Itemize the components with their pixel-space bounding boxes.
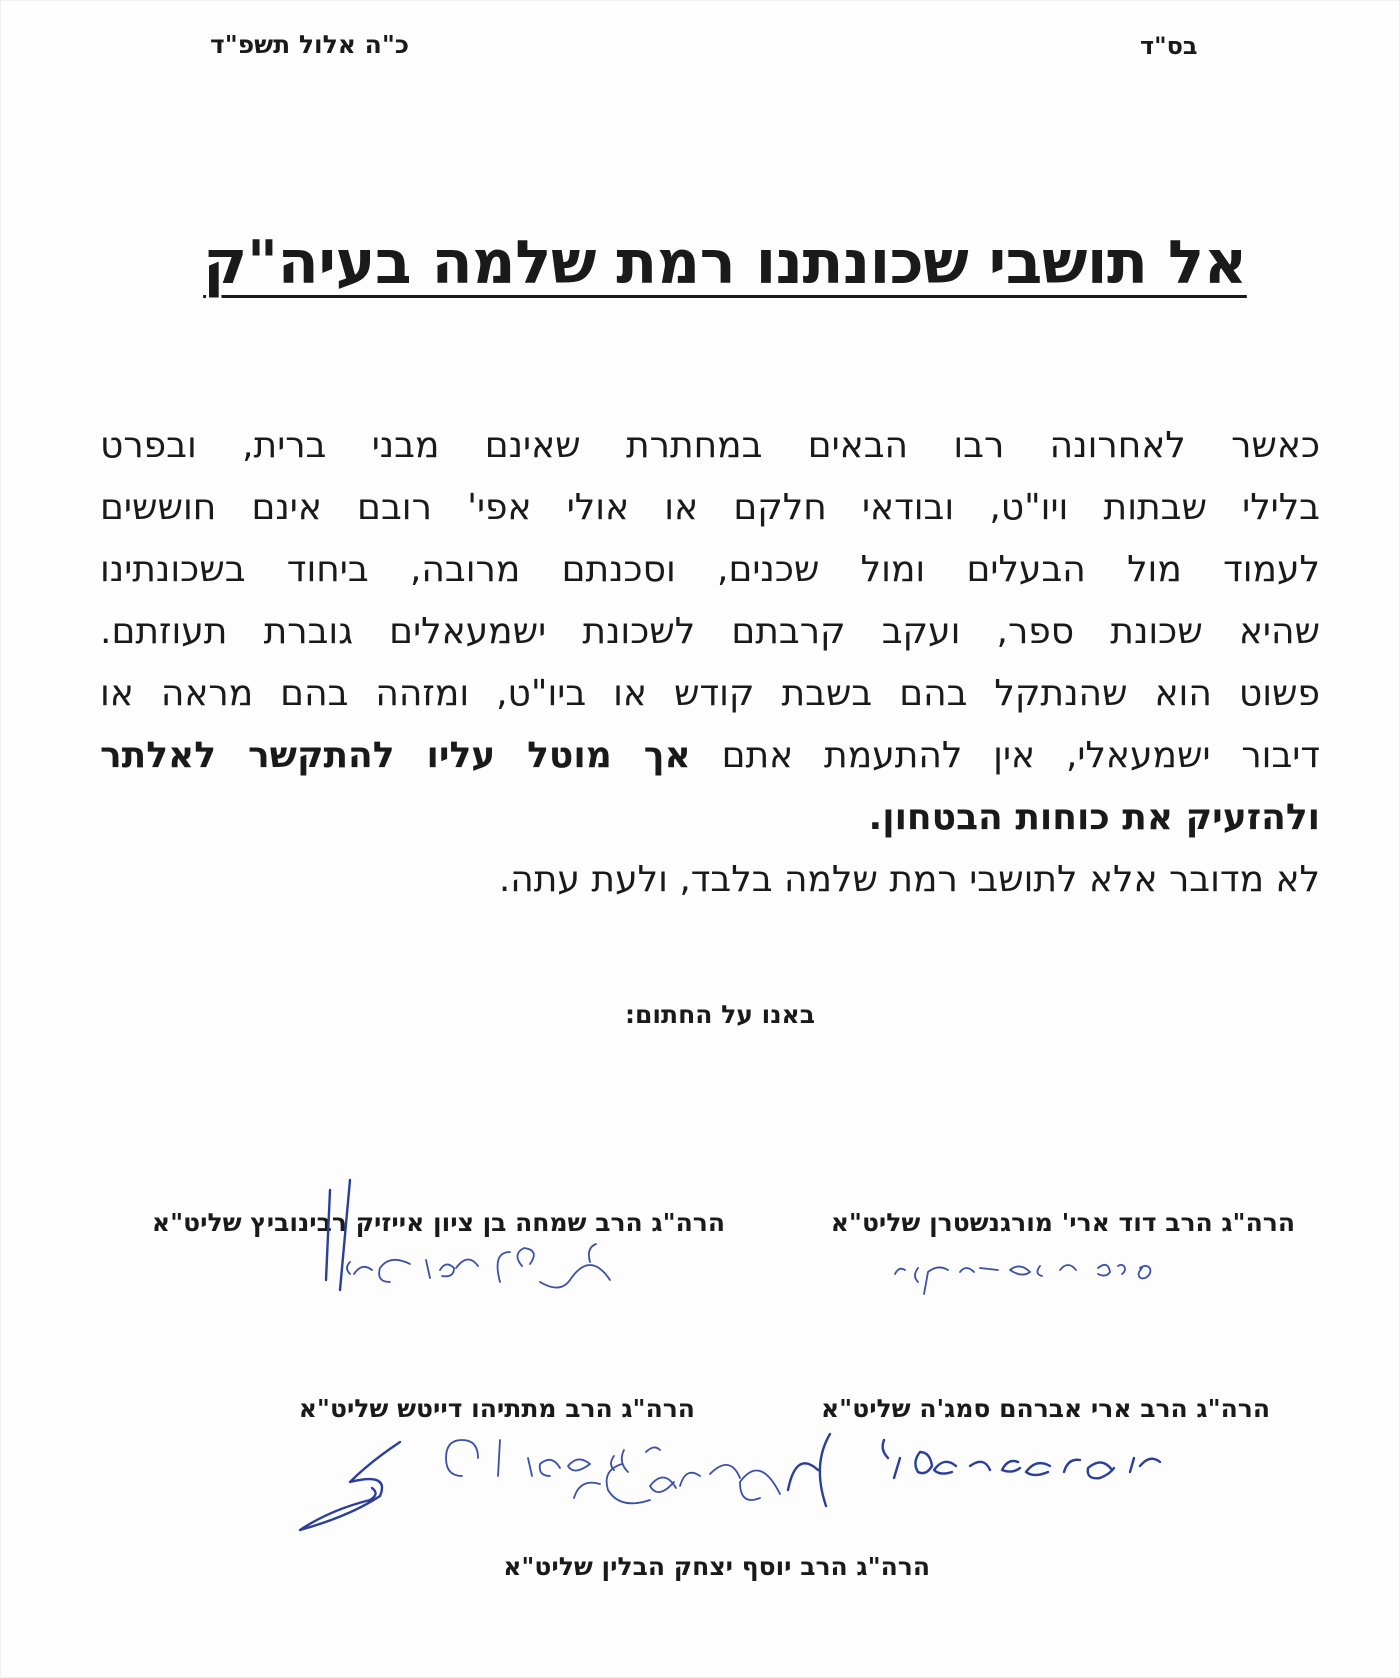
letter-body <box>100 415 1320 911</box>
body-line-5: פשוט הוא שהנתקל בהם בשבת קודש או ביו"ט, ומזהה בהם מראה או <box>100 673 1320 714</box>
bsd-heading: בס"ד <box>1140 32 1198 60</box>
signature-5 <box>574 1434 830 1506</box>
signature-3 <box>883 1440 1160 1478</box>
signatory-3-name: הרה"ג הרב ארי אברהם סמג'ה שליט"א <box>820 1394 1270 1423</box>
body-line-4: שהיא שכונת ספר, ועקב קרבתם לשכונת ישמעאלים גוברת תעוזתם. <box>100 611 1320 652</box>
body-line-7 <box>100 787 1320 849</box>
signatory-4-name: הרה"ג הרב מתתיהו דייטש שליט"א <box>298 1394 695 1423</box>
signatory-5-name: הרה"ג הרב יוסף יצחק הבלין שליט"א <box>503 1552 930 1581</box>
body-line-2: בלילי שבתות ויו"ט, ובודאי חלקם או אולי אפי' רובם אינם חוששים <box>100 487 1320 528</box>
body-line-6 <box>100 725 1320 787</box>
signatory-2-name: הרה"ג הרב שמחה בן ציון אייזיק רבינוביץ שליט"א <box>151 1208 725 1237</box>
body-line-6-plain: דיבור ישמעאלי, אין להתעמת אתם <box>690 735 1321 776</box>
letter-title: אל תושבי שכונתנו רמת שלמה בעיה"ק <box>203 228 1247 298</box>
body-line-7-bold: ולהזעיק את כוחות הבטחון. <box>868 797 1320 838</box>
body-line-1: כאשר לאחרונה רבו הבאים במחתרת שאינם מבני ברית, ובפרט <box>100 425 1320 466</box>
hebrew-date: כ"ה אלול תשפ"ד <box>210 30 409 59</box>
signoff-line: באנו על החתום: <box>625 1000 815 1029</box>
body-line-8: לא מדובר אלא לתושבי רמת שלמה בלבד, ולעת עתה. <box>498 859 1320 900</box>
body-line-3: לעמוד מול הבעלים ומול שכנים, וסכנתם מרובה, ביחוד בשכונתינו <box>100 549 1320 590</box>
body-line-6-bold: אך מוטל עליו להתקשר לאלתר <box>100 735 691 776</box>
signature-1 <box>895 1265 1150 1294</box>
signature-4 <box>300 1440 628 1530</box>
signatory-1-name: הרה"ג הרב דוד ארי' מורגנשטרן שליט"א <box>830 1208 1295 1237</box>
